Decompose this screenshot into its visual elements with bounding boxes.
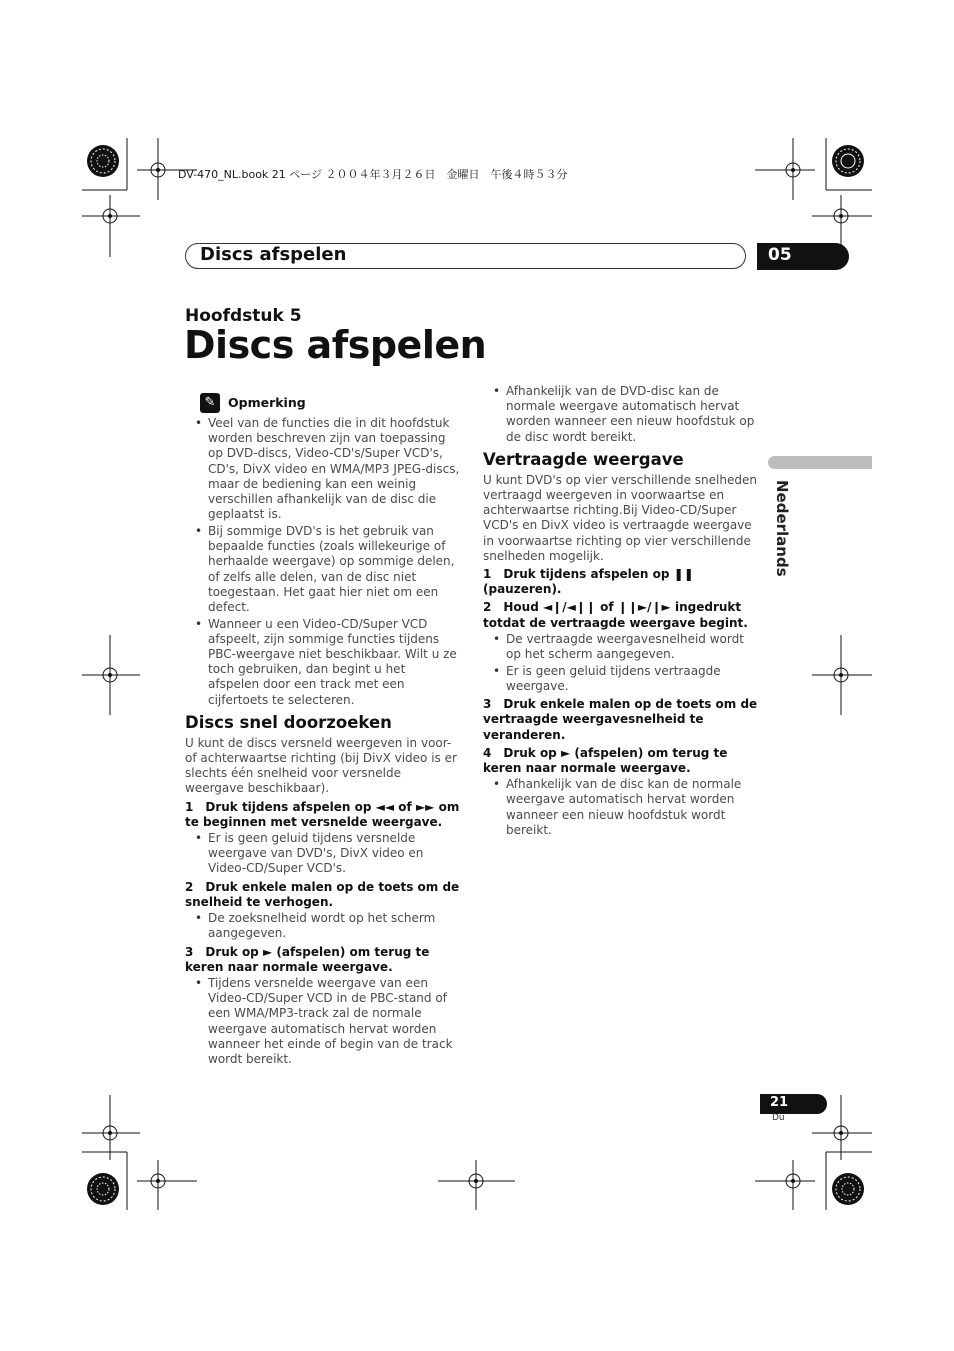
- list-item: • Afhankelijk van de disc kan de normale weergave automatisch hervat worden wanneer een nieuw hoofdstuk wordt bereikt.: [483, 777, 758, 838]
- chapter-number: 05: [768, 245, 792, 265]
- note-header: [200, 392, 460, 414]
- list-item: • Tijdens versnelde weergave van een Video-CD/Super VCD in de PBC-stand of een WMA/MP3-track zal de normale weergave automatisch hervat worden wanneer het einde of begin van de track wordt bereikt.: [185, 976, 460, 1067]
- step: 1 Druk tijdens afspelen op ◄◄ of ►► om te beginnen met versnelde weergave.: [185, 799, 460, 829]
- registration-target-tl: [87, 145, 119, 177]
- section-intro: U kunt DVD's op vier verschillende snelheden vertraagd weergeven in voorwaartse en achterwaartse richting.Bij Video-CD/Super VCD's en DivX video is vertraagde weergave in voorwaartse richting op vier verschillende snelheden mogelijk.: [483, 472, 757, 563]
- registration-target-bl: [87, 1173, 119, 1205]
- list-item: • De zoeksnelheid wordt op het scherm aangegeven.: [185, 911, 460, 941]
- list-item: • De vertraagde weergavesnelheid wordt op het scherm aangegeven.: [483, 632, 758, 662]
- page-number: 21: [770, 1095, 789, 1110]
- step: 3 Druk op ► (afspelen) om terug te keren naar normale weergave.: [185, 944, 430, 974]
- step: 2 Houd ◄❙/◄❙❙ of ❙❙►/❙► ingedrukt totdat de vertraagde weergave begint.: [483, 600, 748, 630]
- language-label: Nederlands: [773, 480, 791, 577]
- step: 2 Druk enkele malen op de toets om de snelheid te verhogen.: [185, 879, 460, 909]
- note-title: Opmerking: [228, 395, 306, 411]
- header-title: Discs afspelen: [200, 244, 347, 265]
- list-item: • Veel van de functies die in dit hoofdstuk worden beschreven zijn van toepassing op DVD-discs, Video-CD's/Super VCD's, CD's, DivX video en WMA/MP3 JPEG-discs, maar de bediening kan een weinig verschillen afhankelijk van de disc die geplaatst is.: [185, 416, 460, 522]
- right-column: [483, 384, 758, 839]
- section-intro: U kunt de discs versneld weergeven in voor- of achterwaartse richting (bij DivX video is er slechts één snelheid voor versnelde weergave beschikbaar).: [185, 735, 457, 796]
- list-item: • Er is geen geluid tijdens versnelde weergave van DVD's, DivX video en Video-CD/Super VCD's.: [185, 831, 460, 877]
- list-item: • Afhankelijk van de DVD-disc kan de normale weergave automatisch hervat worden wanneer een nieuw hoofdstuk op de disc wordt bereikt.: [483, 384, 758, 445]
- file-header: DV-470_NL.book 21 ページ ２００４年３月２６日 金曜日 午後４時５３分: [178, 168, 568, 181]
- section-heading-slow: Vertraagde weergave: [483, 449, 684, 469]
- left-column: [185, 392, 460, 1069]
- step: 1 Druk tijdens afspelen op ❚❚ (pauzeren).: [483, 567, 694, 597]
- step: 4 Druk op ► (afspelen) om terug te keren naar normale weergave.: [483, 745, 728, 775]
- list-item: • Wanneer u een Video-CD/Super VCD afspeelt, zijn sommige functies tijdens PBC-weergave niet beschikbaar. Wilt u ze toch gebruiken, dan begint u het afspelen door een track met een cijfertoets te selecteren.: [185, 617, 460, 708]
- language-tab: [768, 456, 872, 469]
- pencil-icon: ✎: [200, 393, 220, 413]
- list-item: • Bij sommige DVD's is het gebruik van bepaalde functies (zoals willekeurige of herhaalde weergave) op sommige delen, of zelfs alle delen, van de disc niet toegestaan. Het gaat hier niet om een defect.: [185, 524, 460, 615]
- chapter-label: Hoofdstuk 5: [185, 306, 302, 326]
- step: 3 Druk enkele malen op de toets om de vertraagde weergavesnelheid te veranderen.: [483, 697, 758, 742]
- note-list: [185, 416, 460, 708]
- registration-target-br: [832, 1173, 864, 1205]
- registration-target-tr: [832, 145, 864, 177]
- section-heading-search: Discs snel doorzoeken: [185, 712, 392, 732]
- list-item: • Er is geen geluid tijdens vertraagde weergave.: [483, 664, 758, 694]
- page-language-code: Du: [772, 1113, 785, 1123]
- chapter-title: Discs afspelen: [184, 323, 487, 367]
